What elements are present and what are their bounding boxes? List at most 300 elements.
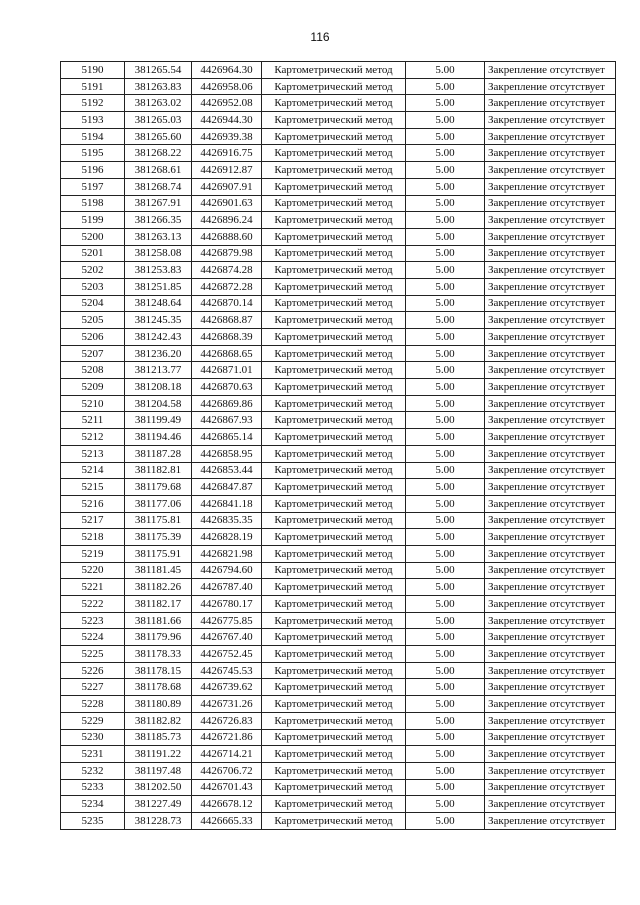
- accuracy-cell: 5.00: [406, 729, 485, 746]
- fixation-cell: Закрепление отсутствует: [485, 796, 616, 813]
- x-coordinate-cell: 381265.03: [125, 112, 192, 129]
- y-coordinate-cell: 4426868.65: [192, 345, 262, 362]
- y-coordinate-cell: 4426678.12: [192, 796, 262, 813]
- method-cell: Картометрический метод: [262, 596, 406, 613]
- method-cell: Картометрический метод: [262, 295, 406, 312]
- accuracy-cell: 5.00: [406, 145, 485, 162]
- point-number-cell: 5214: [61, 462, 125, 479]
- fixation-cell: Закрепление отсутствует: [485, 512, 616, 529]
- x-coordinate-cell: 381181.66: [125, 612, 192, 629]
- x-coordinate-cell: 381185.73: [125, 729, 192, 746]
- table-row: [61, 78, 616, 95]
- x-coordinate-cell: 381202.50: [125, 779, 192, 796]
- point-number-cell: 5215: [61, 479, 125, 496]
- accuracy-cell: 5.00: [406, 178, 485, 195]
- method-cell: Картометрический метод: [262, 145, 406, 162]
- table-row: [61, 162, 616, 179]
- table-row: [61, 295, 616, 312]
- x-coordinate-cell: 381227.49: [125, 796, 192, 813]
- x-coordinate-cell: 381236.20: [125, 345, 192, 362]
- table-row: [61, 545, 616, 562]
- fixation-cell: Закрепление отсутствует: [485, 679, 616, 696]
- point-number-cell: 5209: [61, 379, 125, 396]
- y-coordinate-cell: 4426916.75: [192, 145, 262, 162]
- method-cell: Картометрический метод: [262, 128, 406, 145]
- method-cell: Картометрический метод: [262, 95, 406, 112]
- point-number-cell: 5212: [61, 429, 125, 446]
- accuracy-cell: 5.00: [406, 629, 485, 646]
- fixation-cell: Закрепление отсутствует: [485, 162, 616, 179]
- point-number-cell: 5222: [61, 596, 125, 613]
- y-coordinate-cell: 4426952.08: [192, 95, 262, 112]
- table-row: [61, 762, 616, 779]
- method-cell: Картометрический метод: [262, 796, 406, 813]
- point-number-cell: 5190: [61, 62, 125, 79]
- x-coordinate-cell: 381178.15: [125, 662, 192, 679]
- method-cell: Картометрический метод: [262, 545, 406, 562]
- point-number-cell: 5208: [61, 362, 125, 379]
- fixation-cell: Закрепление отсутствует: [485, 779, 616, 796]
- point-number-cell: 5204: [61, 295, 125, 312]
- fixation-cell: Закрепление отсутствует: [485, 62, 616, 79]
- accuracy-cell: 5.00: [406, 112, 485, 129]
- fixation-cell: Закрепление отсутствует: [485, 128, 616, 145]
- point-number-cell: 5232: [61, 762, 125, 779]
- method-cell: Картометрический метод: [262, 312, 406, 329]
- accuracy-cell: 5.00: [406, 329, 485, 346]
- y-coordinate-cell: 4426767.40: [192, 629, 262, 646]
- x-coordinate-cell: 381253.83: [125, 262, 192, 279]
- table-row: [61, 345, 616, 362]
- method-cell: Картометрический метод: [262, 195, 406, 212]
- method-cell: Картометрический метод: [262, 62, 406, 79]
- y-coordinate-cell: 4426706.72: [192, 762, 262, 779]
- accuracy-cell: 5.00: [406, 679, 485, 696]
- fixation-cell: Закрепление отсутствует: [485, 662, 616, 679]
- accuracy-cell: 5.00: [406, 62, 485, 79]
- x-coordinate-cell: 381182.82: [125, 712, 192, 729]
- accuracy-cell: 5.00: [406, 429, 485, 446]
- y-coordinate-cell: 4426870.14: [192, 295, 262, 312]
- y-coordinate-cell: 4426853.44: [192, 462, 262, 479]
- point-number-cell: 5235: [61, 812, 125, 829]
- fixation-cell: Закрепление отсутствует: [485, 696, 616, 713]
- accuracy-cell: 5.00: [406, 796, 485, 813]
- point-number-cell: 5230: [61, 729, 125, 746]
- y-coordinate-cell: 4426821.98: [192, 545, 262, 562]
- x-coordinate-cell: 381208.18: [125, 379, 192, 396]
- x-coordinate-cell: 381187.28: [125, 445, 192, 462]
- x-coordinate-cell: 381268.74: [125, 178, 192, 195]
- table-row: [61, 629, 616, 646]
- fixation-cell: Закрепление отсутствует: [485, 295, 616, 312]
- x-coordinate-cell: 381263.13: [125, 228, 192, 245]
- y-coordinate-cell: 4426780.17: [192, 596, 262, 613]
- y-coordinate-cell: 4426775.85: [192, 612, 262, 629]
- accuracy-cell: 5.00: [406, 412, 485, 429]
- point-number-cell: 5191: [61, 78, 125, 95]
- point-number-cell: 5203: [61, 278, 125, 295]
- y-coordinate-cell: 4426665.33: [192, 812, 262, 829]
- accuracy-cell: 5.00: [406, 545, 485, 562]
- fixation-cell: Закрепление отсутствует: [485, 529, 616, 546]
- accuracy-cell: 5.00: [406, 662, 485, 679]
- table-row: [61, 312, 616, 329]
- point-number-cell: 5234: [61, 796, 125, 813]
- x-coordinate-cell: 381197.48: [125, 762, 192, 779]
- fixation-cell: Закрепление отсутствует: [485, 195, 616, 212]
- x-coordinate-cell: 381268.22: [125, 145, 192, 162]
- table-row: [61, 212, 616, 229]
- x-coordinate-cell: 381199.49: [125, 412, 192, 429]
- fixation-cell: Закрепление отсутствует: [485, 462, 616, 479]
- table-row: [61, 228, 616, 245]
- y-coordinate-cell: 4426726.83: [192, 712, 262, 729]
- method-cell: Картометрический метод: [262, 278, 406, 295]
- y-coordinate-cell: 4426752.45: [192, 646, 262, 663]
- accuracy-cell: 5.00: [406, 379, 485, 396]
- x-coordinate-cell: 381248.64: [125, 295, 192, 312]
- table-row: [61, 495, 616, 512]
- method-cell: Картометрический метод: [262, 228, 406, 245]
- fixation-cell: Закрепление отсутствует: [485, 812, 616, 829]
- accuracy-cell: 5.00: [406, 612, 485, 629]
- fixation-cell: Закрепление отсутствует: [485, 145, 616, 162]
- table-row: [61, 145, 616, 162]
- y-coordinate-cell: 4426912.87: [192, 162, 262, 179]
- fixation-cell: Закрепление отсутствует: [485, 762, 616, 779]
- x-coordinate-cell: 381204.58: [125, 395, 192, 412]
- point-number-cell: 5228: [61, 696, 125, 713]
- accuracy-cell: 5.00: [406, 646, 485, 663]
- x-coordinate-cell: 381265.54: [125, 62, 192, 79]
- method-cell: Картометрический метод: [262, 762, 406, 779]
- point-number-cell: 5221: [61, 579, 125, 596]
- point-number-cell: 5201: [61, 245, 125, 262]
- method-cell: Картометрический метод: [262, 495, 406, 512]
- accuracy-cell: 5.00: [406, 78, 485, 95]
- point-number-cell: 5206: [61, 329, 125, 346]
- table-row: [61, 245, 616, 262]
- x-coordinate-cell: 381178.33: [125, 646, 192, 663]
- point-number-cell: 5216: [61, 495, 125, 512]
- fixation-cell: Закрепление отсутствует: [485, 729, 616, 746]
- y-coordinate-cell: 4426721.86: [192, 729, 262, 746]
- method-cell: Картометрический метод: [262, 729, 406, 746]
- table-row: [61, 612, 616, 629]
- method-cell: Картометрический метод: [262, 429, 406, 446]
- accuracy-cell: 5.00: [406, 462, 485, 479]
- fixation-cell: Закрепление отсутствует: [485, 245, 616, 262]
- method-cell: Картометрический метод: [262, 112, 406, 129]
- y-coordinate-cell: 4426828.19: [192, 529, 262, 546]
- table-row: [61, 679, 616, 696]
- accuracy-cell: 5.00: [406, 312, 485, 329]
- accuracy-cell: 5.00: [406, 596, 485, 613]
- y-coordinate-cell: 4426835.35: [192, 512, 262, 529]
- table-row: [61, 329, 616, 346]
- x-coordinate-cell: 381263.83: [125, 78, 192, 95]
- point-number-cell: 5205: [61, 312, 125, 329]
- accuracy-cell: 5.00: [406, 212, 485, 229]
- y-coordinate-cell: 4426787.40: [192, 579, 262, 596]
- point-number-cell: 5219: [61, 545, 125, 562]
- point-number-cell: 5196: [61, 162, 125, 179]
- y-coordinate-cell: 4426841.18: [192, 495, 262, 512]
- x-coordinate-cell: 381266.35: [125, 212, 192, 229]
- fixation-cell: Закрепление отсутствует: [485, 712, 616, 729]
- method-cell: Картометрический метод: [262, 262, 406, 279]
- x-coordinate-cell: 381268.61: [125, 162, 192, 179]
- point-number-cell: 5233: [61, 779, 125, 796]
- fixation-cell: Закрепление отсутствует: [485, 329, 616, 346]
- point-number-cell: 5194: [61, 128, 125, 145]
- accuracy-cell: 5.00: [406, 128, 485, 145]
- point-number-cell: 5202: [61, 262, 125, 279]
- table-row: [61, 178, 616, 195]
- point-number-cell: 5210: [61, 395, 125, 412]
- method-cell: Картометрический метод: [262, 579, 406, 596]
- point-number-cell: 5224: [61, 629, 125, 646]
- accuracy-cell: 5.00: [406, 812, 485, 829]
- fixation-cell: Закрепление отсутствует: [485, 445, 616, 462]
- table-row: [61, 395, 616, 412]
- accuracy-cell: 5.00: [406, 479, 485, 496]
- x-coordinate-cell: 381251.85: [125, 278, 192, 295]
- table-row: [61, 412, 616, 429]
- accuracy-cell: 5.00: [406, 512, 485, 529]
- table-row: [61, 779, 616, 796]
- method-cell: Картометрический метод: [262, 479, 406, 496]
- table-row: [61, 62, 616, 79]
- accuracy-cell: 5.00: [406, 162, 485, 179]
- accuracy-cell: 5.00: [406, 712, 485, 729]
- point-number-cell: 5217: [61, 512, 125, 529]
- fixation-cell: Закрепление отсутствует: [485, 312, 616, 329]
- table-row: [61, 379, 616, 396]
- point-number-cell: 5213: [61, 445, 125, 462]
- table-row: [61, 662, 616, 679]
- x-coordinate-cell: 381182.26: [125, 579, 192, 596]
- accuracy-cell: 5.00: [406, 195, 485, 212]
- table-row: [61, 195, 616, 212]
- point-number-cell: 5231: [61, 746, 125, 763]
- x-coordinate-cell: 381258.08: [125, 245, 192, 262]
- point-number-cell: 5225: [61, 646, 125, 663]
- table-row: [61, 429, 616, 446]
- table-row: [61, 479, 616, 496]
- method-cell: Картометрический метод: [262, 212, 406, 229]
- fixation-cell: Закрепление отсутствует: [485, 579, 616, 596]
- fixation-cell: Закрепление отсутствует: [485, 412, 616, 429]
- table-row: [61, 696, 616, 713]
- point-number-cell: 5211: [61, 412, 125, 429]
- y-coordinate-cell: 4426739.62: [192, 679, 262, 696]
- table-row: [61, 445, 616, 462]
- accuracy-cell: 5.00: [406, 262, 485, 279]
- x-coordinate-cell: 381213.77: [125, 362, 192, 379]
- x-coordinate-cell: 381245.35: [125, 312, 192, 329]
- y-coordinate-cell: 4426731.26: [192, 696, 262, 713]
- x-coordinate-cell: 381263.02: [125, 95, 192, 112]
- x-coordinate-cell: 381179.68: [125, 479, 192, 496]
- fixation-cell: Закрепление отсутствует: [485, 228, 616, 245]
- accuracy-cell: 5.00: [406, 445, 485, 462]
- y-coordinate-cell: 4426868.87: [192, 312, 262, 329]
- x-coordinate-cell: 381265.60: [125, 128, 192, 145]
- method-cell: Картометрический метод: [262, 512, 406, 529]
- method-cell: Картометрический метод: [262, 646, 406, 663]
- y-coordinate-cell: 4426858.95: [192, 445, 262, 462]
- table-row: [61, 278, 616, 295]
- point-number-cell: 5200: [61, 228, 125, 245]
- fixation-cell: Закрепление отсутствует: [485, 112, 616, 129]
- accuracy-cell: 5.00: [406, 345, 485, 362]
- point-number-cell: 5220: [61, 562, 125, 579]
- fixation-cell: Закрепление отсутствует: [485, 612, 616, 629]
- point-number-cell: 5199: [61, 212, 125, 229]
- method-cell: Картометрический метод: [262, 812, 406, 829]
- accuracy-cell: 5.00: [406, 395, 485, 412]
- table-row: [61, 112, 616, 129]
- fixation-cell: Закрепление отсутствует: [485, 495, 616, 512]
- fixation-cell: Закрепление отсутствует: [485, 212, 616, 229]
- point-number-cell: 5198: [61, 195, 125, 212]
- fixation-cell: Закрепление отсутствует: [485, 362, 616, 379]
- accuracy-cell: 5.00: [406, 278, 485, 295]
- accuracy-cell: 5.00: [406, 779, 485, 796]
- method-cell: Картометрический метод: [262, 395, 406, 412]
- page-number: 116: [310, 30, 330, 44]
- method-cell: Картометрический метод: [262, 379, 406, 396]
- table-row: [61, 712, 616, 729]
- y-coordinate-cell: 4426901.63: [192, 195, 262, 212]
- method-cell: Картометрический метод: [262, 462, 406, 479]
- point-number-cell: 5193: [61, 112, 125, 129]
- y-coordinate-cell: 4426907.91: [192, 178, 262, 195]
- accuracy-cell: 5.00: [406, 529, 485, 546]
- fixation-cell: Закрепление отсутствует: [485, 262, 616, 279]
- fixation-cell: Закрепление отсутствует: [485, 395, 616, 412]
- point-number-cell: 5227: [61, 679, 125, 696]
- method-cell: Картометрический метод: [262, 162, 406, 179]
- y-coordinate-cell: 4426701.43: [192, 779, 262, 796]
- table-row: [61, 128, 616, 145]
- fixation-cell: Закрепление отсутствует: [485, 596, 616, 613]
- x-coordinate-cell: 381177.06: [125, 495, 192, 512]
- accuracy-cell: 5.00: [406, 495, 485, 512]
- x-coordinate-cell: 381175.91: [125, 545, 192, 562]
- method-cell: Картометрический метод: [262, 662, 406, 679]
- method-cell: Картометрический метод: [262, 529, 406, 546]
- x-coordinate-cell: 381242.43: [125, 329, 192, 346]
- fixation-cell: Закрепление отсутствует: [485, 78, 616, 95]
- y-coordinate-cell: 4426879.98: [192, 245, 262, 262]
- y-coordinate-cell: 4426896.24: [192, 212, 262, 229]
- method-cell: Картометрический метод: [262, 78, 406, 95]
- method-cell: Картометрический метод: [262, 779, 406, 796]
- point-number-cell: 5229: [61, 712, 125, 729]
- table-row: [61, 729, 616, 746]
- fixation-cell: Закрепление отсутствует: [485, 545, 616, 562]
- method-cell: Картометрический метод: [262, 362, 406, 379]
- y-coordinate-cell: 4426888.60: [192, 228, 262, 245]
- y-coordinate-cell: 4426871.01: [192, 362, 262, 379]
- x-coordinate-cell: 381228.73: [125, 812, 192, 829]
- fixation-cell: Закрепление отсутствует: [485, 429, 616, 446]
- accuracy-cell: 5.00: [406, 362, 485, 379]
- method-cell: Картометрический метод: [262, 696, 406, 713]
- table-row: [61, 579, 616, 596]
- y-coordinate-cell: 4426847.87: [192, 479, 262, 496]
- point-number-cell: 5226: [61, 662, 125, 679]
- accuracy-cell: 5.00: [406, 746, 485, 763]
- y-coordinate-cell: 4426865.14: [192, 429, 262, 446]
- fixation-cell: Закрепление отсутствует: [485, 629, 616, 646]
- table-row: [61, 812, 616, 829]
- table-row: [61, 462, 616, 479]
- accuracy-cell: 5.00: [406, 696, 485, 713]
- method-cell: Картометрический метод: [262, 178, 406, 195]
- method-cell: Картометрический метод: [262, 345, 406, 362]
- y-coordinate-cell: 4426714.21: [192, 746, 262, 763]
- y-coordinate-cell: 4426958.06: [192, 78, 262, 95]
- x-coordinate-cell: 381178.68: [125, 679, 192, 696]
- point-number-cell: 5197: [61, 178, 125, 195]
- x-coordinate-cell: 381179.96: [125, 629, 192, 646]
- accuracy-cell: 5.00: [406, 562, 485, 579]
- point-number-cell: 5195: [61, 145, 125, 162]
- fixation-cell: Закрепление отсутствует: [485, 178, 616, 195]
- fixation-cell: Закрепление отсутствует: [485, 562, 616, 579]
- x-coordinate-cell: 381180.89: [125, 696, 192, 713]
- fixation-cell: Закрепление отсутствует: [485, 746, 616, 763]
- y-coordinate-cell: 4426870.63: [192, 379, 262, 396]
- table-row: [61, 646, 616, 663]
- accuracy-cell: 5.00: [406, 579, 485, 596]
- table-row: [61, 562, 616, 579]
- method-cell: Картометрический метод: [262, 746, 406, 763]
- table-row: [61, 95, 616, 112]
- y-coordinate-cell: 4426872.28: [192, 278, 262, 295]
- fixation-cell: Закрепление отсутствует: [485, 345, 616, 362]
- accuracy-cell: 5.00: [406, 762, 485, 779]
- point-number-cell: 5218: [61, 529, 125, 546]
- accuracy-cell: 5.00: [406, 295, 485, 312]
- y-coordinate-cell: 4426867.93: [192, 412, 262, 429]
- point-number-cell: 5223: [61, 612, 125, 629]
- x-coordinate-cell: 381182.17: [125, 596, 192, 613]
- method-cell: Картометрический метод: [262, 612, 406, 629]
- fixation-cell: Закрепление отсутствует: [485, 646, 616, 663]
- method-cell: Картометрический метод: [262, 679, 406, 696]
- x-coordinate-cell: 381191.22: [125, 746, 192, 763]
- table-row: [61, 596, 616, 613]
- table-row: [61, 529, 616, 546]
- y-coordinate-cell: 4426868.39: [192, 329, 262, 346]
- y-coordinate-cell: 4426794.60: [192, 562, 262, 579]
- table-row: [61, 512, 616, 529]
- accuracy-cell: 5.00: [406, 228, 485, 245]
- method-cell: Картометрический метод: [262, 412, 406, 429]
- accuracy-cell: 5.00: [406, 245, 485, 262]
- y-coordinate-cell: 4426745.53: [192, 662, 262, 679]
- x-coordinate-cell: 381175.81: [125, 512, 192, 529]
- coordinates-table-body: [61, 62, 616, 830]
- table-row: [61, 362, 616, 379]
- table-row: [61, 746, 616, 763]
- x-coordinate-cell: 381182.81: [125, 462, 192, 479]
